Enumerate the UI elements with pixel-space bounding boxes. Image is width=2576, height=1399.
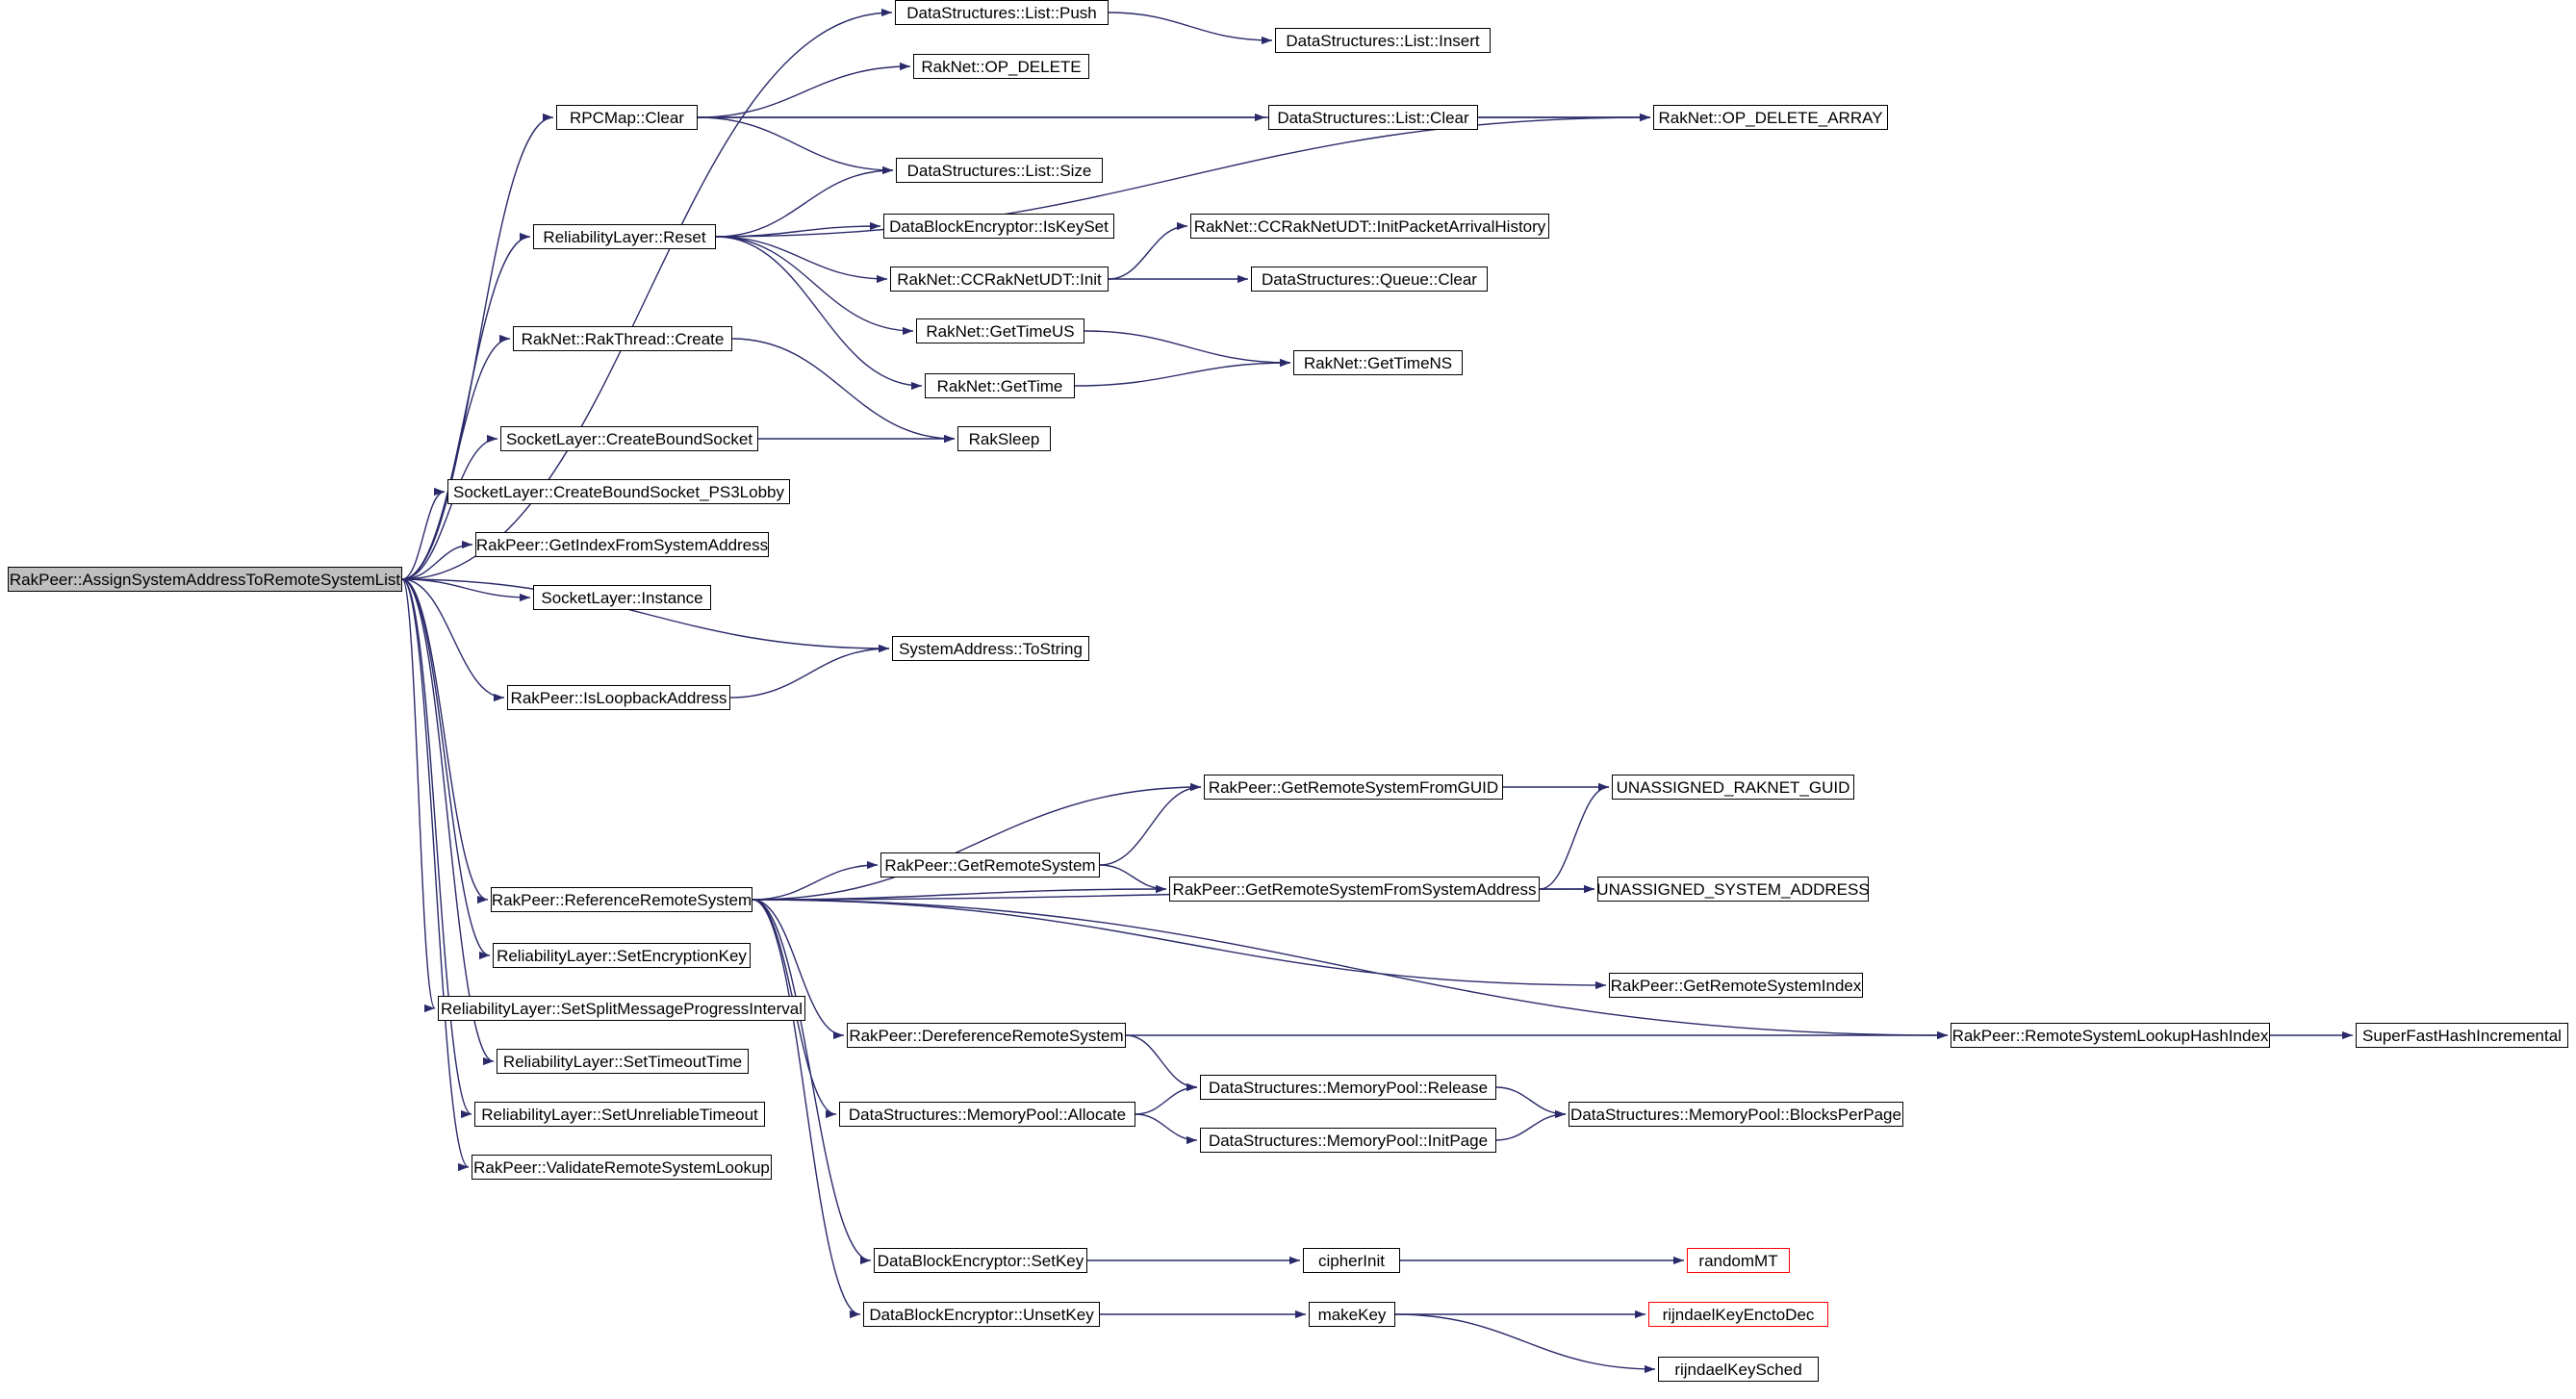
graph-edge — [752, 865, 878, 900]
graph-edge — [402, 492, 445, 579]
graph-node[interactable]: RakPeer::GetRemoteSystem — [880, 852, 1100, 878]
graph-node[interactable]: RakNet::RakThread::Create — [513, 326, 732, 351]
graph-node[interactable]: RakNet::GetTimeNS — [1293, 350, 1463, 375]
graph-node[interactable]: RakPeer::RemoteSystemLookupHashIndex — [1951, 1023, 2270, 1048]
graph-edge — [698, 66, 910, 117]
graph-node[interactable]: makeKey — [1309, 1302, 1395, 1327]
graph-edge — [402, 579, 488, 900]
graph-node[interactable]: RPCMap::Clear — [556, 105, 698, 130]
graph-node[interactable]: RakPeer::GetRemoteSystemFromGUID — [1204, 775, 1503, 800]
graph-node[interactable]: RakNet::GetTime — [925, 373, 1075, 398]
graph-edge — [402, 579, 469, 1167]
graph-node[interactable]: RakNet::CCRakNetUDT::InitPacketArrivalHistory — [1190, 214, 1549, 239]
graph-edge — [402, 579, 494, 1061]
graph-node[interactable]: ReliabilityLayer::SetSplitMessageProgressInterval — [438, 996, 805, 1021]
graph-node[interactable]: RakNet::OP_DELETE_ARRAY — [1653, 105, 1888, 130]
graph-node[interactable]: SocketLayer::Instance — [533, 585, 711, 610]
graph-edge — [732, 339, 955, 439]
graph-node[interactable]: rijndaelKeyEnctoDec — [1648, 1302, 1828, 1327]
graph-node[interactable]: DataStructures::List::Insert — [1275, 28, 1491, 53]
graph-edge — [716, 226, 880, 237]
graph-node[interactable]: SocketLayer::CreateBoundSocket_PS3Lobby — [447, 479, 790, 504]
graph-edge — [402, 545, 472, 579]
graph-node[interactable]: DataStructures::MemoryPool::Release — [1200, 1075, 1496, 1100]
graph-edge — [1109, 13, 1272, 40]
graph-edge — [716, 237, 887, 279]
graph-edge — [730, 649, 889, 698]
graph-edge — [698, 117, 893, 170]
graph-node[interactable]: RakPeer::GetIndexFromSystemAddress — [475, 532, 769, 557]
graph-node[interactable]: RakNet::GetTimeUS — [916, 318, 1084, 343]
graph-node[interactable]: RakNet::CCRakNetUDT::Init — [890, 267, 1109, 292]
graph-node[interactable]: DataStructures::MemoryPool::InitPage — [1200, 1128, 1496, 1153]
graph-edge — [1126, 1035, 1197, 1087]
graph-edge — [1395, 1314, 1655, 1369]
graph-node[interactable]: DataStructures::MemoryPool::BlocksPerPage — [1569, 1102, 1903, 1127]
graph-node[interactable]: UNASSIGNED_RAKNET_GUID — [1612, 775, 1854, 800]
graph-edge — [1084, 331, 1290, 363]
graph-edge — [1135, 1087, 1197, 1114]
graph-edge — [402, 579, 435, 1008]
graph-node[interactable]: ReliabilityLayer::SetTimeoutTime — [497, 1049, 749, 1074]
graph-edge — [752, 900, 1606, 985]
graph-node[interactable]: DataBlockEncryptor::IsKeySet — [883, 214, 1114, 239]
graph-edge — [1109, 226, 1187, 279]
graph-node[interactable]: RakNet::OP_DELETE — [913, 54, 1089, 79]
graph-edge — [1540, 787, 1609, 889]
graph-edge — [402, 579, 490, 955]
graph-edge — [1496, 1114, 1566, 1140]
graph-node[interactable]: SuperFastHashIncremental — [2356, 1023, 2568, 1048]
graph-node[interactable]: randomMT — [1687, 1248, 1790, 1273]
graph-edge — [1135, 1114, 1197, 1140]
graph-node[interactable]: ReliabilityLayer::SetUnreliableTimeout — [474, 1102, 765, 1127]
graph-edge — [1100, 787, 1201, 865]
graph-edge — [1075, 363, 1290, 386]
graph-edge — [752, 787, 1201, 900]
graph-edge — [752, 900, 871, 1260]
graph-edge — [716, 237, 922, 386]
graph-node[interactable]: ReliabilityLayer::Reset — [533, 224, 716, 249]
graph-edge — [1496, 1087, 1566, 1114]
graph-edge — [402, 579, 472, 1114]
graph-node[interactable]: RakPeer::DereferenceRemoteSystem — [847, 1023, 1126, 1048]
graph-node[interactable]: DataBlockEncryptor::SetKey — [874, 1248, 1087, 1273]
graph-node[interactable]: RakPeer::ReferenceRemoteSystem — [491, 887, 752, 912]
graph-node[interactable]: DataStructures::MemoryPool::Allocate — [839, 1102, 1135, 1127]
graph-node[interactable]: DataStructures::List::Clear — [1268, 105, 1478, 130]
graph-node[interactable]: RakSleep — [957, 426, 1051, 451]
graph-edge — [402, 579, 530, 598]
graph-node[interactable]: rijndaelKeySched — [1658, 1357, 1819, 1382]
graph-node[interactable]: SystemAddress::ToString — [892, 636, 1089, 661]
graph-edge — [752, 889, 1166, 900]
graph-node[interactable]: RakPeer::AssignSystemAddressToRemoteSystemList — [8, 567, 402, 592]
graph-node[interactable]: RakPeer::IsLoopbackAddress — [507, 685, 730, 710]
graph-edge — [1100, 865, 1166, 889]
graph-edge — [402, 439, 497, 579]
graph-node[interactable]: RakPeer::ValidateRemoteSystemLookup — [472, 1155, 772, 1180]
graph-edge — [402, 579, 504, 698]
graph-node[interactable]: DataStructures::Queue::Clear — [1251, 267, 1488, 292]
graph-node[interactable]: RakPeer::GetRemoteSystemIndex — [1609, 973, 1863, 998]
graph-node[interactable]: SocketLayer::CreateBoundSocket — [500, 426, 758, 451]
graph-node[interactable]: cipherInit — [1303, 1248, 1400, 1273]
graph-node[interactable]: ReliabilityLayer::SetEncryptionKey — [493, 943, 751, 968]
graph-node[interactable]: UNASSIGNED_SYSTEM_ADDRESS — [1597, 877, 1869, 902]
graph-node[interactable]: RakPeer::GetRemoteSystemFromSystemAddress — [1169, 877, 1540, 902]
graph-node[interactable]: DataStructures::List::Size — [896, 158, 1103, 183]
graph-edge — [402, 237, 530, 579]
graph-edge — [716, 237, 913, 331]
graph-node[interactable]: DataBlockEncryptor::UnsetKey — [863, 1302, 1100, 1327]
graph-edge — [752, 900, 1948, 1035]
graph-edge — [716, 170, 893, 237]
graph-node[interactable]: DataStructures::List::Push — [895, 0, 1109, 25]
